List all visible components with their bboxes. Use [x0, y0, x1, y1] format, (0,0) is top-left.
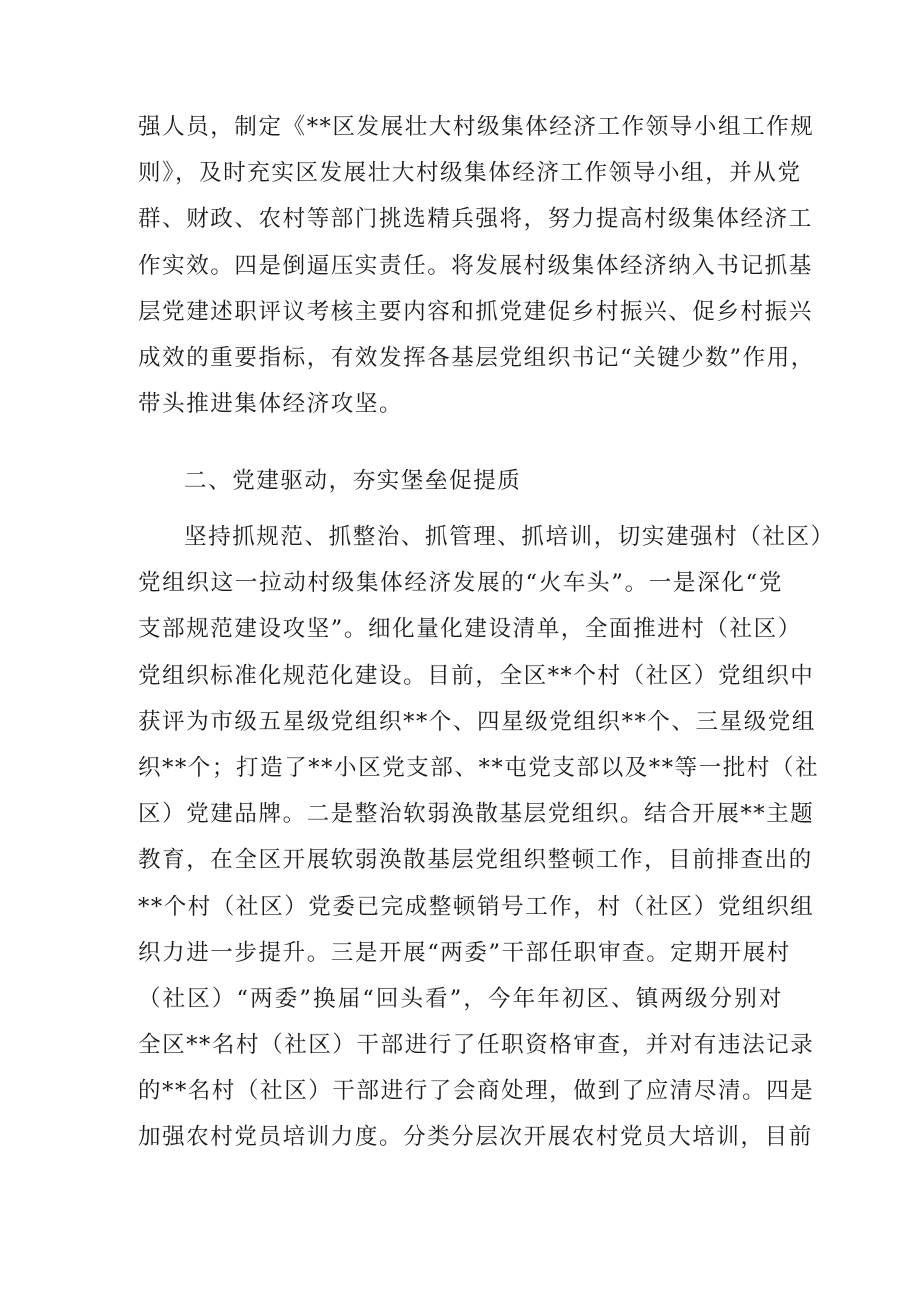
text-line: 党组织标准化规范化建设。目前，全区**个村（社区）党组织中 [138, 662, 815, 689]
text-line: 区）党建品牌。二是整治软弱涣散基层党组织。结合开展**主题 [138, 801, 815, 828]
text-line: **个村（社区）党委已完成整顿销号工作，村（社区）党组织组 [138, 893, 815, 920]
text-line: 教育，在全区开展软弱涣散基层党组织整顿工作，目前排查出的 [138, 847, 813, 874]
text-line: 则》，及时充实区发展壮大村级集体经济工作领导小组，并从党 [138, 160, 802, 187]
text-line: 作实效。四是倒逼压实责任。将发展村级集体经济纳入书记抓基 [138, 252, 813, 279]
text-line: 坚持抓规范、抓整治、抓管理、抓培训，切实建强村（社区） [184, 524, 835, 550]
paragraph-party-building [138, 514, 835, 1161]
text-line: （社区）“两委”换届“回头看”，今年年初区、镇两级分别对 [138, 985, 783, 1012]
text-line: 带头推进集体经济攻坚。 [138, 391, 404, 418]
text-line: 群、财政、农村等部门挑选精兵强将，努力提高村级集体经济工 [138, 206, 813, 233]
section-heading: 二、党建驱动，夯实堡垒促提质 [184, 468, 522, 494]
text-line: 层党建述职评议考核主要内容和抓党建促乡村振兴、促乡村振兴 [138, 298, 813, 325]
text-line: 成效的重要指标，有效发挥各基层党组织书记“关键少数”作用， [138, 344, 815, 371]
paragraph-party-work-responsibility [138, 104, 815, 427]
text-line: 获评为市级五星级党组织**个、四星级党组织**个、三星级党组 [138, 708, 817, 735]
text-line: 织力进一步提升。三是开展“两委”干部任职审查。定期开展村 [138, 939, 791, 966]
text-line: 全区**名村（社区）干部进行了任职资格审查，并对有违法记录 [138, 1032, 815, 1059]
text-line: 织**个；打造了**小区党支部、**屯党支部以及**等一批村（社 [138, 754, 820, 781]
text-line: 的**名村（社区）干部进行了会商处理，做到了应清尽清。四是 [138, 1078, 815, 1105]
text-line: 加强农村党员培训力度。分类分层次开展农村党员大培训，目前 [138, 1124, 813, 1151]
text-line: 强人员，制定《**区发展壮大村级集体经济工作领导小组工作规 [138, 114, 815, 140]
text-line: 支部规范建设攻坚”。细化量化建设清单，全面推进村（社区） [138, 616, 802, 643]
text-line: 党组织这一拉动村级集体经济发展的“火车头”。一是深化“党 [138, 570, 783, 597]
